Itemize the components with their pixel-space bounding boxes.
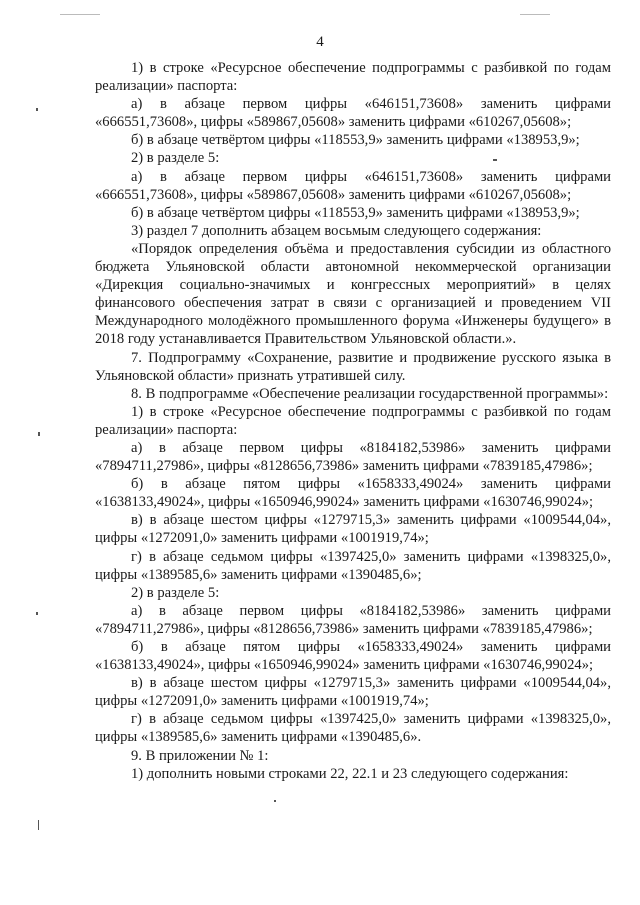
paragraph: 2) в разделе 5: [131,150,220,167]
document-body [95,59,611,783]
scan-artifact [520,14,550,15]
paragraph: 7. Подпрограмму «Сохранение, развитие и продвижение русского языка в Ульяновской области» признать утратившей силу. [95,349,611,384]
paragraph: 1) дополнить новыми строками 22, 22.1 и 23 следующего содержания: [131,765,569,782]
scan-artifact [36,612,38,615]
paragraph: б) в абзаце пятом цифры «1658333,49024» заменить цифрами «1638133,49024», цифры «1650946,99024» заменить цифрами «1630746,99024»; [95,639,611,674]
paragraph: в) в абзаце шестом цифры «1279715,3» заменить цифрами «1009544,04», цифры «1272091,0» заменить цифрами «1001919,74»; [95,512,611,547]
paragraph: в) в абзаце шестом цифры «1279715,3» заменить цифрами «1009544,04», цифры «1272091,0» заменить цифрами «1001919,74»; [95,675,611,710]
paragraph: 2) в разделе 5: [131,584,220,601]
scan-artifact [36,108,38,111]
paragraph: 8. В подпрограмме «Обеспечение реализации государственной программы»: [131,385,609,402]
paragraph: а) в абзаце первом цифры «646151,73608» заменить цифрами «666551,73608», цифры «589867,05608» заменить цифрами «610267,05608»; [95,96,611,131]
scan-artifact [274,800,276,802]
scan-artifact [60,14,100,15]
scan-artifact [38,432,40,436]
paragraph: 3) раздел 7 дополнить абзацем восьмым следующего содержания: [131,222,542,239]
paragraph: б) в абзаце четвёртом цифры «118553,9» заменить цифрами «138953,9»; [131,204,580,221]
paragraph: 1) в строке «Ресурсное обеспечение подпрограммы с разбивкой по годам реализации» паспорта: [95,403,611,438]
paragraph: 1) в строке «Ресурсное обеспечение подпрограммы с разбивкой по годам реализации» паспорта: [95,60,611,95]
paragraph: а) в абзаце первом цифры «8184182,53986» заменить цифрами «7894711,27986», цифры «8128656,73986» заменить цифрами «7839185,47986»; [95,439,611,475]
scan-artifact [38,820,39,830]
scan-artifact [493,159,497,161]
paragraph: «Порядок определения объёма и предоставления субсидии из областного бюджета Ульяновской области автономной некоммерческой организации «Дирекция социально-значимых и конгрессных мероприятий» в целях финансового обеспечения затрат в связи с организацией и проведением VII Международного молодёжного промышленного форума «Инженеры будущего» в 2018 году устанавливается Правительством Ульяновской области.». [95,240,611,348]
paragraph: а) в абзаце первом цифры «8184182,53986» заменить цифрами «7894711,27986», цифры «8128656,73986» заменить цифрами «7839185,47986»; [95,602,611,637]
paragraph: а) в абзаце первом цифры «646151,73608» заменить цифрами «666551,73608», цифры «589867,05608» заменить цифрами «610267,05608»; [95,168,611,203]
paragraph: г) в абзаце седьмом цифры «1397425,0» заменить цифрами «1398325,0», цифры «1389585,6» заменить цифрами «1390485,6». [95,711,611,746]
page-number: 4 [316,34,324,50]
paragraph: б) в абзаце четвёртом цифры «118553,9» заменить цифрами «138953,9»; [131,132,580,149]
paragraph: г) в абзаце седьмом цифры «1397425,0» заменить цифрами «1398325,0», цифры «1389585,6» заменить цифрами «1390485,6»; [95,548,611,583]
paragraph: б) в абзаце пятом цифры «1658333,49024» заменить цифрами «1638133,49024», цифры «1650946,99024» заменить цифрами «1630746,99024»; [95,476,611,511]
paragraph: 9. В приложении № 1: [131,747,269,764]
